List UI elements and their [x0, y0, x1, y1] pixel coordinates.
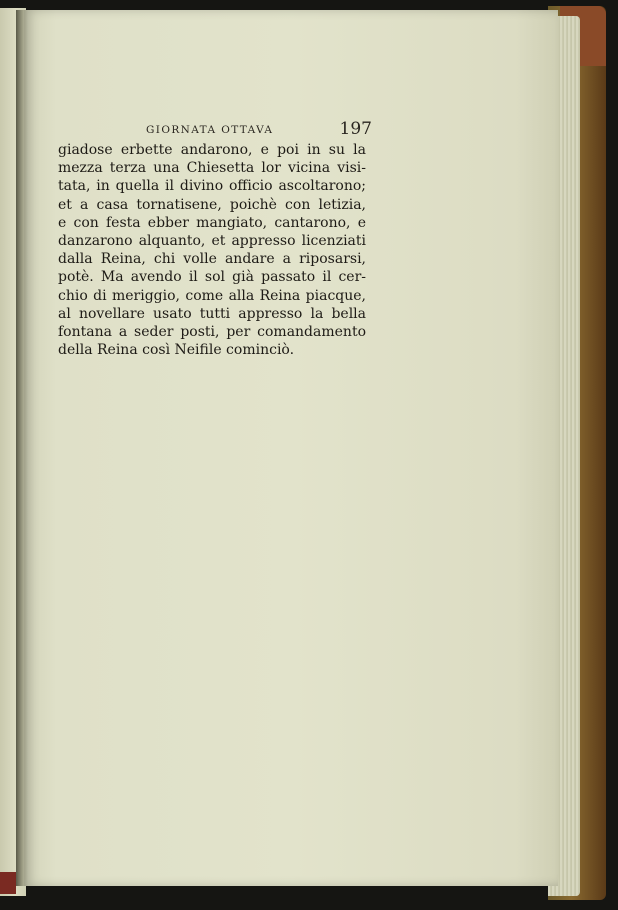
running-head: GIORNATA OTTAVA — [146, 124, 274, 136]
text-line: et a casa tornatisene, poichè con letizia, — [58, 196, 366, 213]
book-gutter — [16, 10, 28, 886]
text-line: dalla Reina, chi volle andare a riposarsi, — [58, 251, 366, 268]
left-cover-corner — [0, 872, 16, 894]
page-header — [60, 121, 372, 141]
page-number: 197 — [339, 119, 372, 139]
text-line: e con festa ebber mangiato, cantarono, e — [58, 214, 366, 231]
text-line: tata, in quella il divino officio ascoltarono; — [58, 178, 366, 195]
text-line: mezza terza una Chiesetta lor vicina visi- — [58, 160, 366, 177]
text-line: al novellare usato tutti appresso la bella — [58, 305, 366, 322]
body-text — [58, 141, 366, 359]
text-line: danzarono alquanto, et appresso licenziati — [58, 232, 366, 249]
text-line: potè. Ma avendo il sol già passato il cer- — [58, 269, 366, 286]
text-line: chio di meriggio, come alla Reina piacque, — [58, 287, 366, 304]
text-line: fontana a seder posti, per comandamento — [58, 323, 366, 340]
text-line: della Reina così Neifile cominciò. — [58, 342, 295, 359]
text-line: giadose erbette andarono, e poi in su la — [58, 142, 366, 158]
